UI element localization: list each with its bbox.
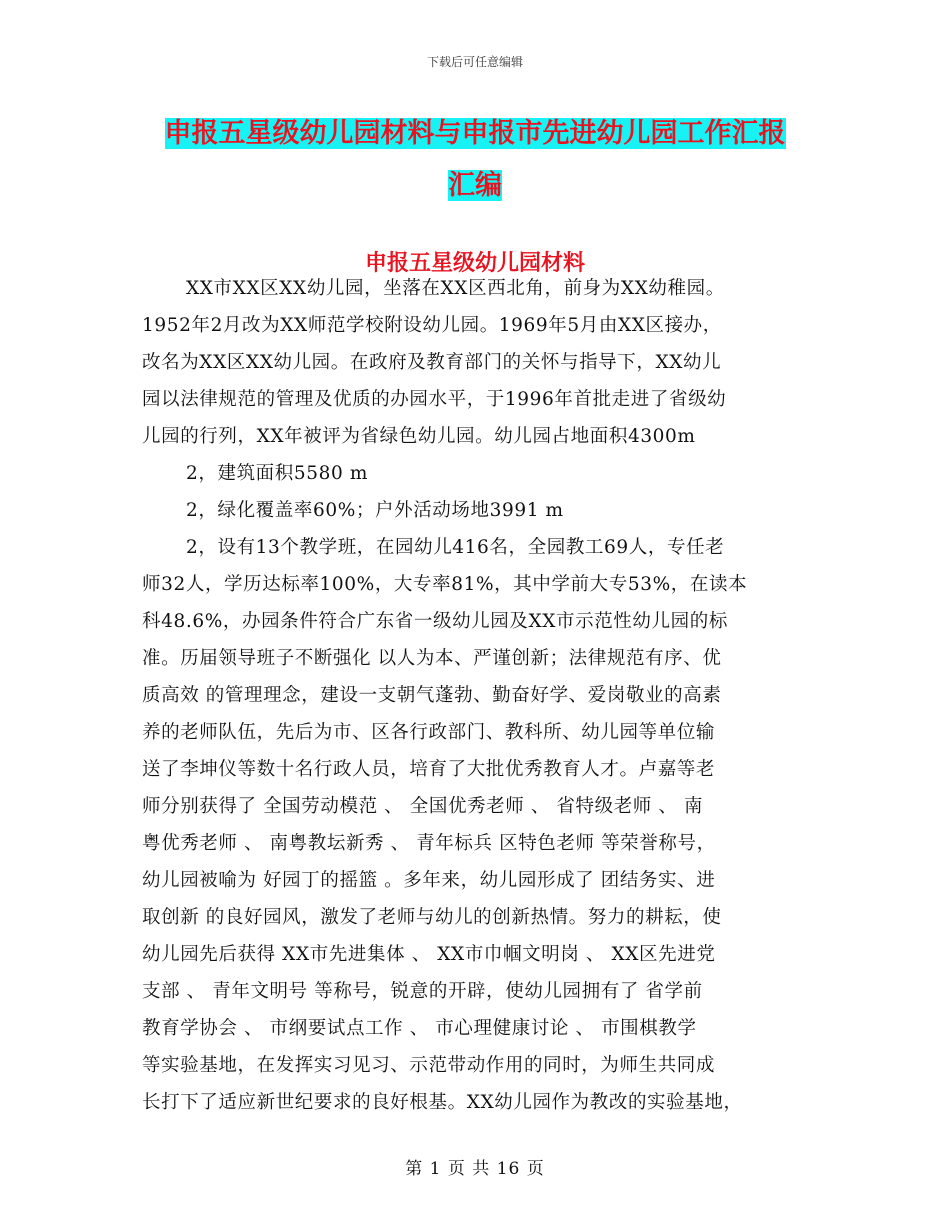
body-line: 教育学协会 、 市纲要试点工作 、 市心理健康讨论 、 市围棋教学 <box>142 1018 697 1039</box>
body-line: 2，设有13个教学班，在园幼儿416名，全园教工69人，专任老 <box>186 537 725 558</box>
document-title-line-1: 申报五星级幼儿园材料与申报市先进幼儿园工作汇报 <box>164 118 786 149</box>
body-line: 幼儿园被喻为 好园丁的摇篮 。多年来，幼儿园形成了 团结务实、进 <box>142 870 716 891</box>
header-note: 下载后可任意编辑 <box>426 55 523 69</box>
body-line: 1952年2月改为XX师范学校附设幼儿园。1969年5月由XX区接办， <box>142 315 722 336</box>
body-line: 2，建筑面积5580 m <box>186 463 368 484</box>
document-title <box>140 108 810 212</box>
body-line: 粤优秀老师 、 南粤教坛新秀 、 青年标兵 区特色老师 等荣誉称号， <box>142 833 716 854</box>
body-line: 等实验基地，在发挥实习见习、示范带动作用的同时，为师生共同成 <box>142 1055 716 1076</box>
section-title: 申报五星级幼儿园材料 <box>364 251 585 276</box>
body-line: 支部 、 青年文明号 等称号，锐意的开辟，使幼儿园拥有了 省学前 <box>142 981 703 1002</box>
body-line: XX市XX区XX幼儿园，坐落在XX区西北角，前身为XX幼稚园。 <box>186 278 725 299</box>
body-line: 园以法律规范的管理及优质的办园水平，于1996年首批走进了省级幼 <box>142 389 727 410</box>
body-line: 准。历届领导班子不断强化 以人为本、严谨创新；法律规范有序、优 <box>142 648 722 669</box>
body-line: 送了李坤仪等数十名行政人员，培育了大批优秀教育人才。卢嘉等老 <box>142 759 716 780</box>
body-line: 师32人，学历达标率100%，大专率81%，其中学前大专53%，在读本 <box>142 574 748 595</box>
body-line: 养的老师队伍，先后为市、区各行政部门、教科所、幼儿园等单位输 <box>142 722 716 743</box>
body-line: 幼儿园先后获得 XX市先进集体 、 XX市巾帼文明岗 、 XX区先进党 <box>142 944 716 965</box>
body-line: 科48.6%，办园条件符合广东省一级幼儿园及XX市示范性幼儿园的标 <box>142 611 728 632</box>
body-line: 儿园的行列，XX年被评为省绿色幼儿园。幼儿园占地面积4300m <box>142 426 696 447</box>
body-text <box>142 270 807 1121</box>
body-line: 取创新 的良好园风，激发了老师与幼儿的创新热情。努力的耕耘，使 <box>142 907 722 928</box>
body-line: 师分别获得了 全国劳动模范 、 全国优秀老师 、 省特级老师 、 南 <box>142 796 704 817</box>
body-line: 长打下了适应新世纪要求的良好根基。XX幼儿园作为教改的实验基地， <box>142 1092 743 1113</box>
body-line: 改名为XX区XX幼儿园。在政府及教育部门的关怀与指导下，XX幼儿 <box>142 352 722 373</box>
body-line: 2，绿化覆盖率60%；户外活动场地3991 m <box>186 500 564 521</box>
body-line: 质高效 的管理理念，建设一支朝气蓬勃、勤奋好学、爱岗敬业的高素 <box>142 685 722 706</box>
document-title-line-2: 汇编 <box>448 170 502 201</box>
page-footer: 第 1 页 共 16 页 <box>405 1159 545 1179</box>
